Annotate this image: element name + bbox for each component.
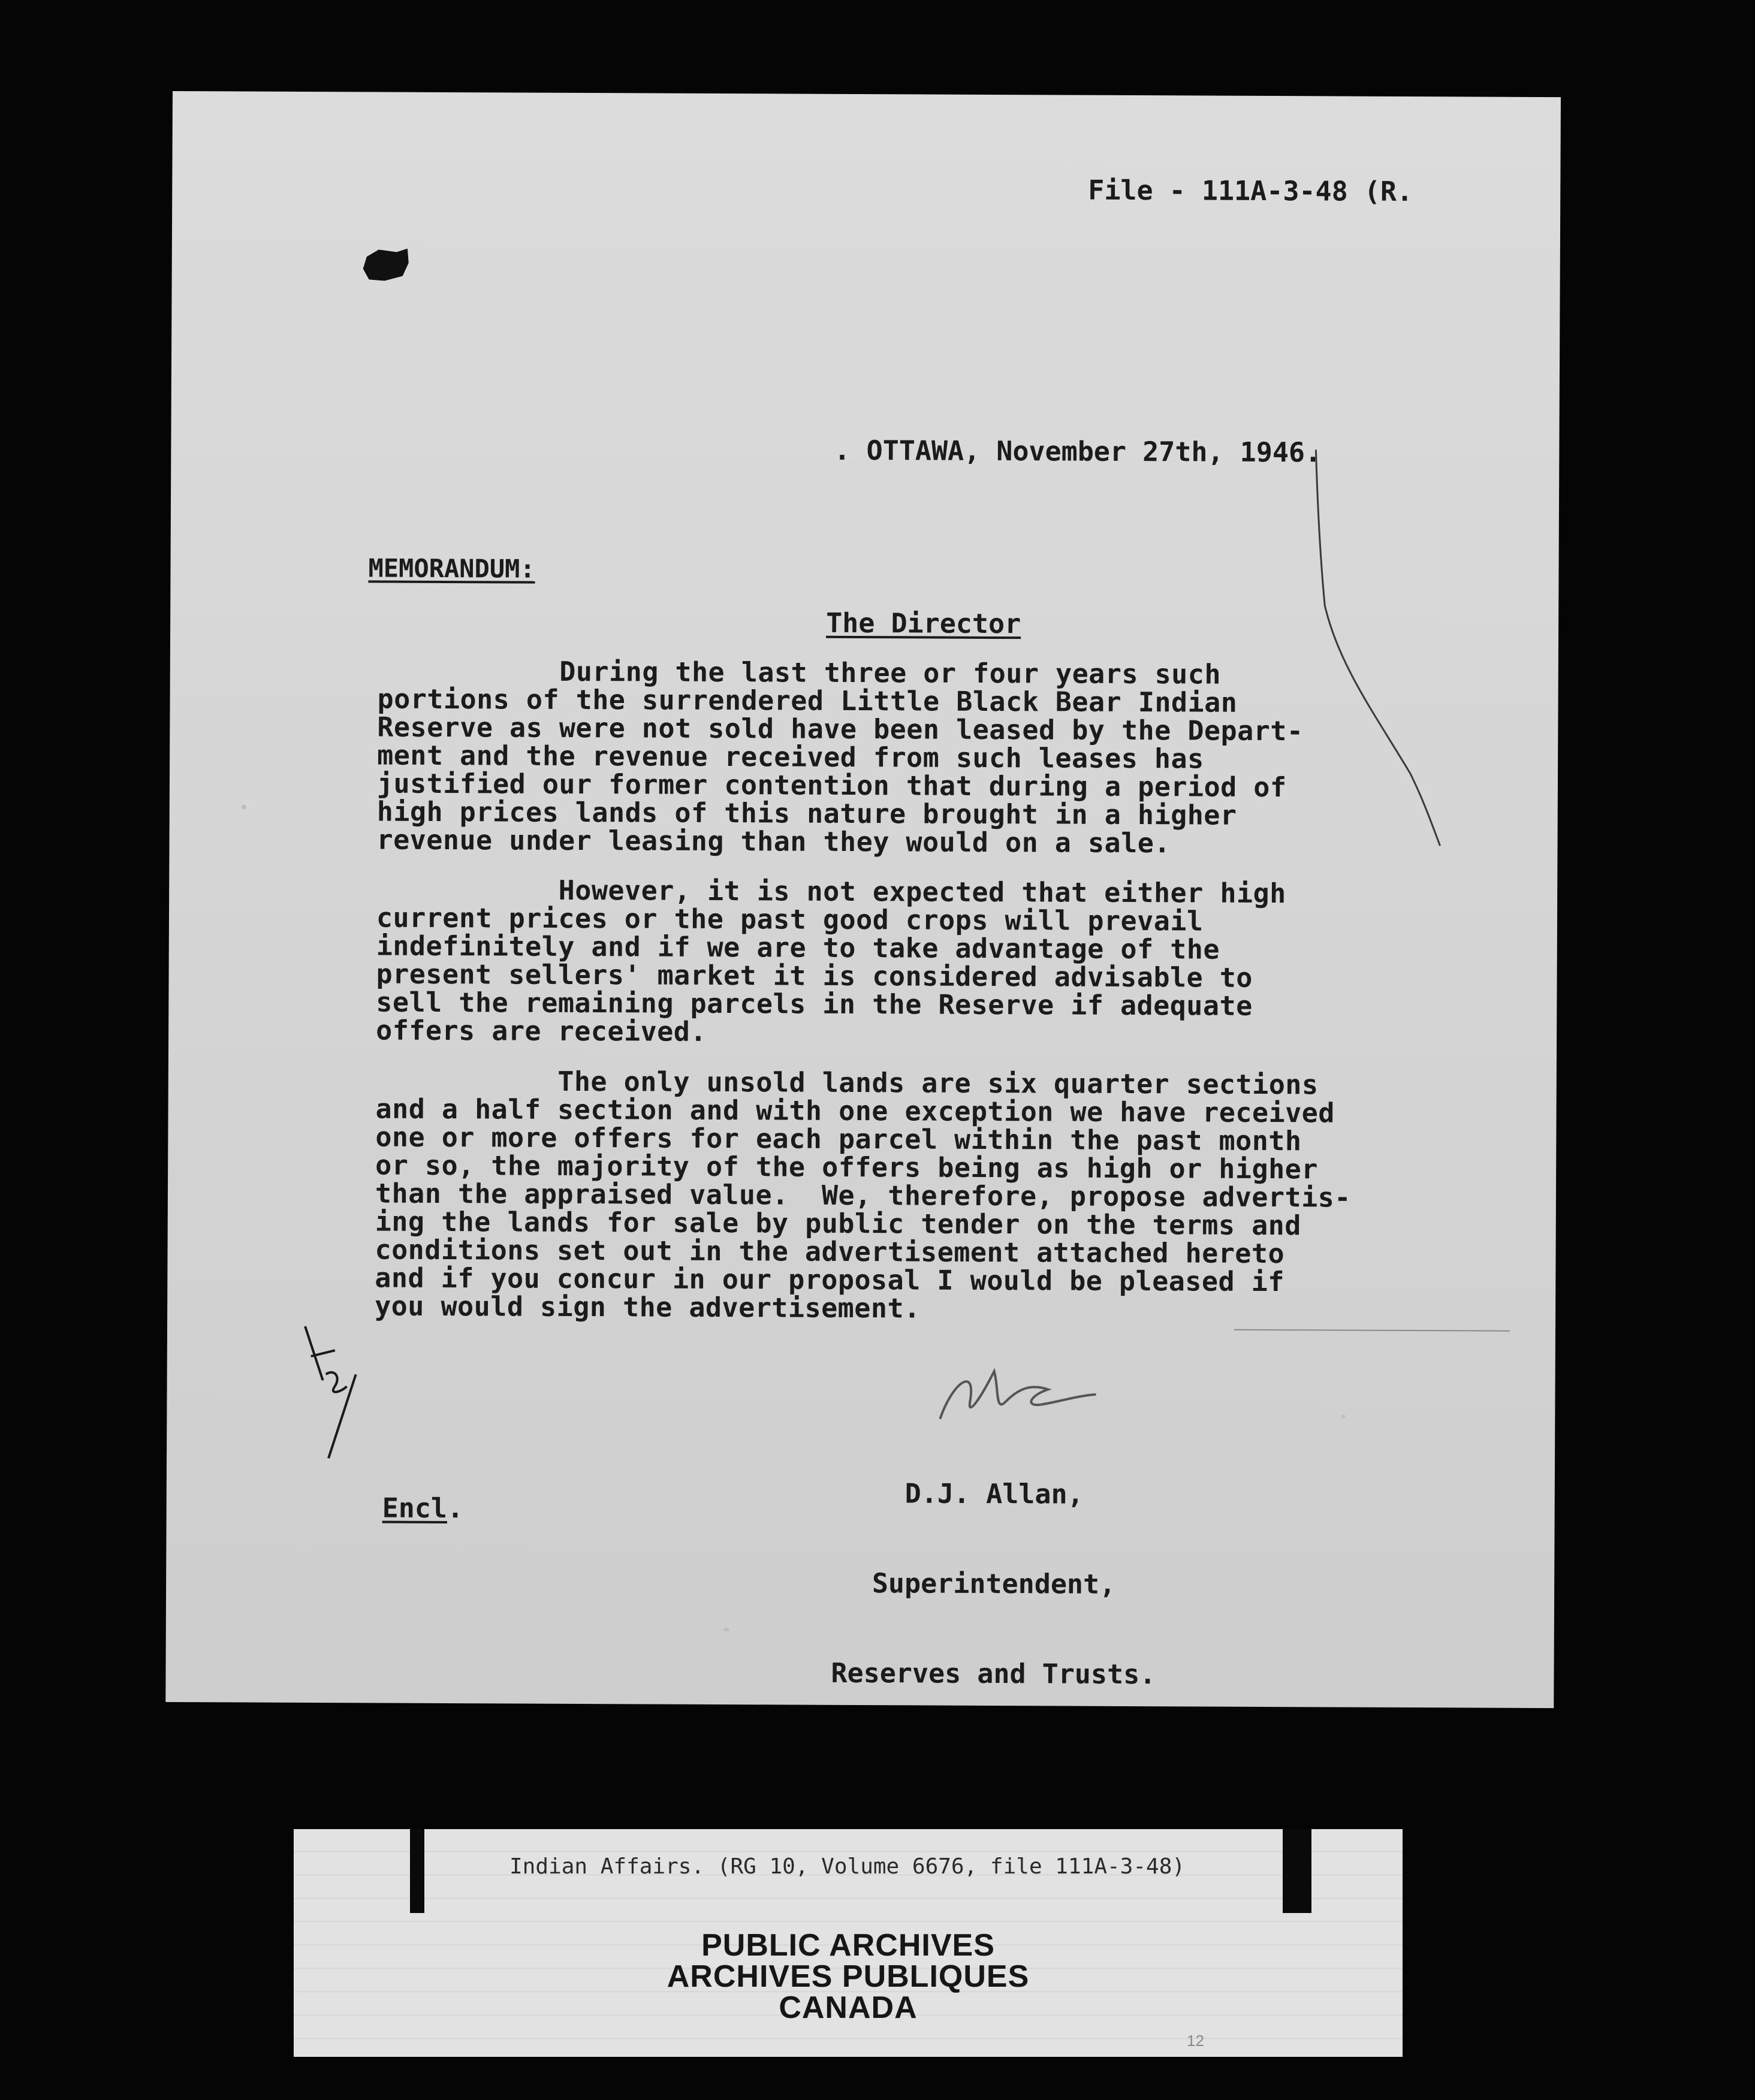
archive-citation: Indian Affairs. (RG 10, Volume 6676, file 111A-3-48) — [509, 1854, 1186, 1879]
addressee: The Director — [826, 607, 1021, 640]
signature-block — [831, 1419, 1157, 1749]
enclosure-period: . — [447, 1492, 464, 1525]
signer-name: D.J. Allan, — [904, 1477, 1084, 1510]
card-tab-right — [1283, 1829, 1311, 1913]
stamp-line-2: ARCHIVES PUBLIQUES — [667, 1959, 1030, 1994]
archive-card — [294, 1829, 1403, 2057]
paragraph-1: During the last three or four years such portions of the surrendered Little Black Bear Indian Reserve as were not sold have been leased by the Depart- ment and the revenue received from such leases has justified our former contention that during a period of high prices lands of this nature brought in a higher revenue under leasing than they would on a sale. — [376, 654, 1304, 859]
stamp-line-1: PUBLIC ARCHIVES — [701, 1928, 995, 1963]
paper-speck — [723, 1628, 729, 1631]
paper-speck — [242, 805, 246, 810]
memo-page — [165, 91, 1561, 1708]
memorandum-label: MEMORANDUM: — [368, 553, 535, 584]
enclosure-note — [382, 1492, 464, 1525]
card-tab-left — [410, 1829, 424, 1913]
signer-division: Reserves and Trusts. — [831, 1657, 1156, 1691]
paper-speck — [1341, 1415, 1345, 1419]
dateline: . OTTAWA, November 27th, 1946. — [834, 434, 1322, 469]
paragraph-3: The only unsold lands are six quarter sections and a half section and with one exception we have received one or more offers for each parcel within the past month or so, the majority of the offers being as high or higher than the appraised value. We, therefore, propose advertis- ing the lands for sale by public tender on the terms and conditions set out in the advertisement attached hereto and if you concur in our proposal I would be pleased if you would sign the advertisement. — [375, 1064, 1352, 1324]
card-corner-mark: 12 — [1187, 2032, 1204, 2050]
enclosure-label: Encl — [382, 1492, 448, 1525]
stamp-line-3: CANADA — [779, 1990, 918, 2025]
paragraph-2: However, it is not expected that either high current prices or the past good crops will prevail indefinitely and if we are to take advantage of the present sellers' market it is considered advisable to sell the remaining parcels in the Reserve if adequate offers are received. — [376, 873, 1286, 1048]
signer-title: Superintendent, — [872, 1567, 1116, 1600]
margin-pen-stroke — [1302, 449, 1460, 942]
margin-handwritten-mark — [292, 1320, 383, 1465]
file-reference: File - 111A-3-48 (R. — [1088, 174, 1413, 208]
archive-stamp — [294, 1930, 1403, 2023]
faint-rule — [1234, 1329, 1510, 1332]
ink-blot-mark — [361, 245, 415, 286]
